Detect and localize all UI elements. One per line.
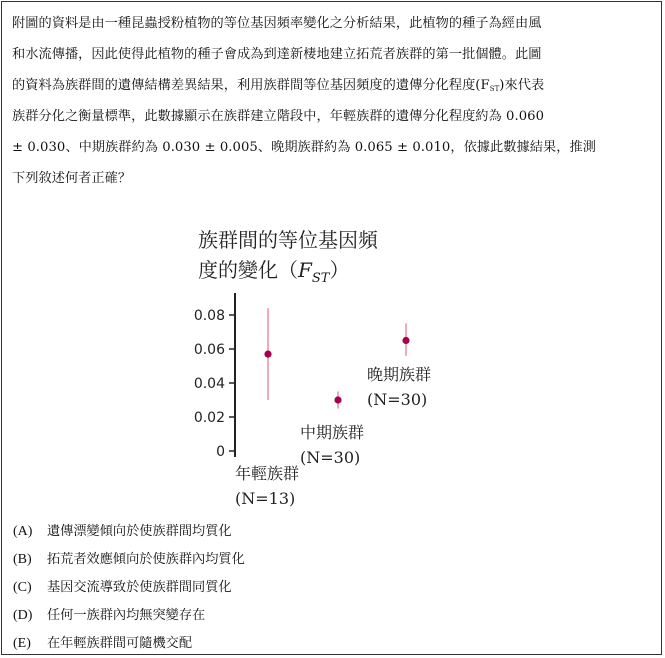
category-n-label: (N=30) (367, 390, 428, 409)
option-b[interactable] (13, 546, 245, 574)
option-c-label: (C) (13, 580, 32, 595)
category-n-label: (N=30) (300, 448, 361, 467)
chart-title-var: F (298, 258, 312, 282)
chart-title-sub: ST (311, 271, 330, 286)
data-point (334, 396, 341, 403)
option-c-text: 基因交流導致於使族群間同質化 (47, 580, 232, 595)
option-c[interactable] (13, 574, 245, 602)
category-name: 中期族群 (300, 423, 365, 442)
option-b-label: (B) (13, 552, 32, 567)
fst-subscript: ST (489, 85, 500, 93)
y-tick-label: 0.08 (193, 308, 225, 324)
question-stem (12, 8, 660, 194)
option-a-label: (A) (13, 524, 33, 539)
chart-title-line-2 (198, 258, 349, 286)
data-point (264, 351, 271, 358)
y-tick-label: 0.02 (193, 410, 225, 426)
option-d[interactable] (13, 602, 245, 630)
option-a[interactable] (13, 518, 245, 546)
data-point (402, 337, 409, 344)
option-b-text: 拓荒者效應傾向於使族群內均質化 (47, 552, 245, 567)
chart-title-suffix: ） (329, 258, 350, 282)
option-a-text: 遺傳漂變傾向於使族群間均質化 (47, 524, 232, 539)
y-ticks (194, 308, 235, 460)
y-tick-label: 0.04 (193, 376, 225, 392)
question-line-3-text: 的資料為族群間的遺傳結構差異結果，利用族群間等位基因頻度的遺傳分化程度(F (12, 78, 490, 93)
question-line-3-tail: )來代表 (499, 78, 545, 93)
fst-chart (180, 225, 470, 515)
option-d-text: 任何一族群內均無突變存在 (47, 608, 206, 623)
question-line-1: 附圖的資料是由一種昆蟲授粉植物的等位基因頻率變化之分析結果，此植物的種子為經由風 (12, 16, 542, 31)
option-e-text: 在年輕族群間可隨機交配 (47, 636, 193, 651)
category-name: 晚期族群 (367, 365, 432, 384)
option-e[interactable] (13, 630, 245, 658)
question-line-2: 和水流傳播，因此使得此植物的種子會成為到達新棲地建立拓荒者族群的第一批個體。此圖 (12, 47, 542, 62)
option-e-label: (E) (13, 636, 31, 651)
question-line-5: ± 0.030、中期族群約為 0.030 ± 0.005、晚期族群約為 0.065 ± 0.010，依據此數據結果，推測 (12, 140, 596, 155)
option-d-label: (D) (13, 608, 33, 623)
question-line-3 (12, 70, 660, 101)
category-name: 年輕族群 (235, 464, 300, 483)
chart-title-prefix: 度的變化（ (198, 258, 298, 282)
category-labels (235, 365, 431, 508)
question-line-6: 下列敘述何者正確？ (12, 171, 132, 186)
question-line-4: 族群分化之衡量標準，此數據顯示在族群建立階段中，年輕族群的遺傳分化程度約為 0.060 (12, 109, 545, 124)
y-tick-label: 0 (216, 444, 225, 460)
chart-title-line-1: 族群間的等位基因頻 (198, 228, 378, 252)
category-n-label: (N=13) (235, 489, 296, 508)
y-tick-label: 0.06 (193, 342, 225, 358)
fst-chart-svg (180, 225, 470, 515)
answer-options (13, 518, 245, 658)
